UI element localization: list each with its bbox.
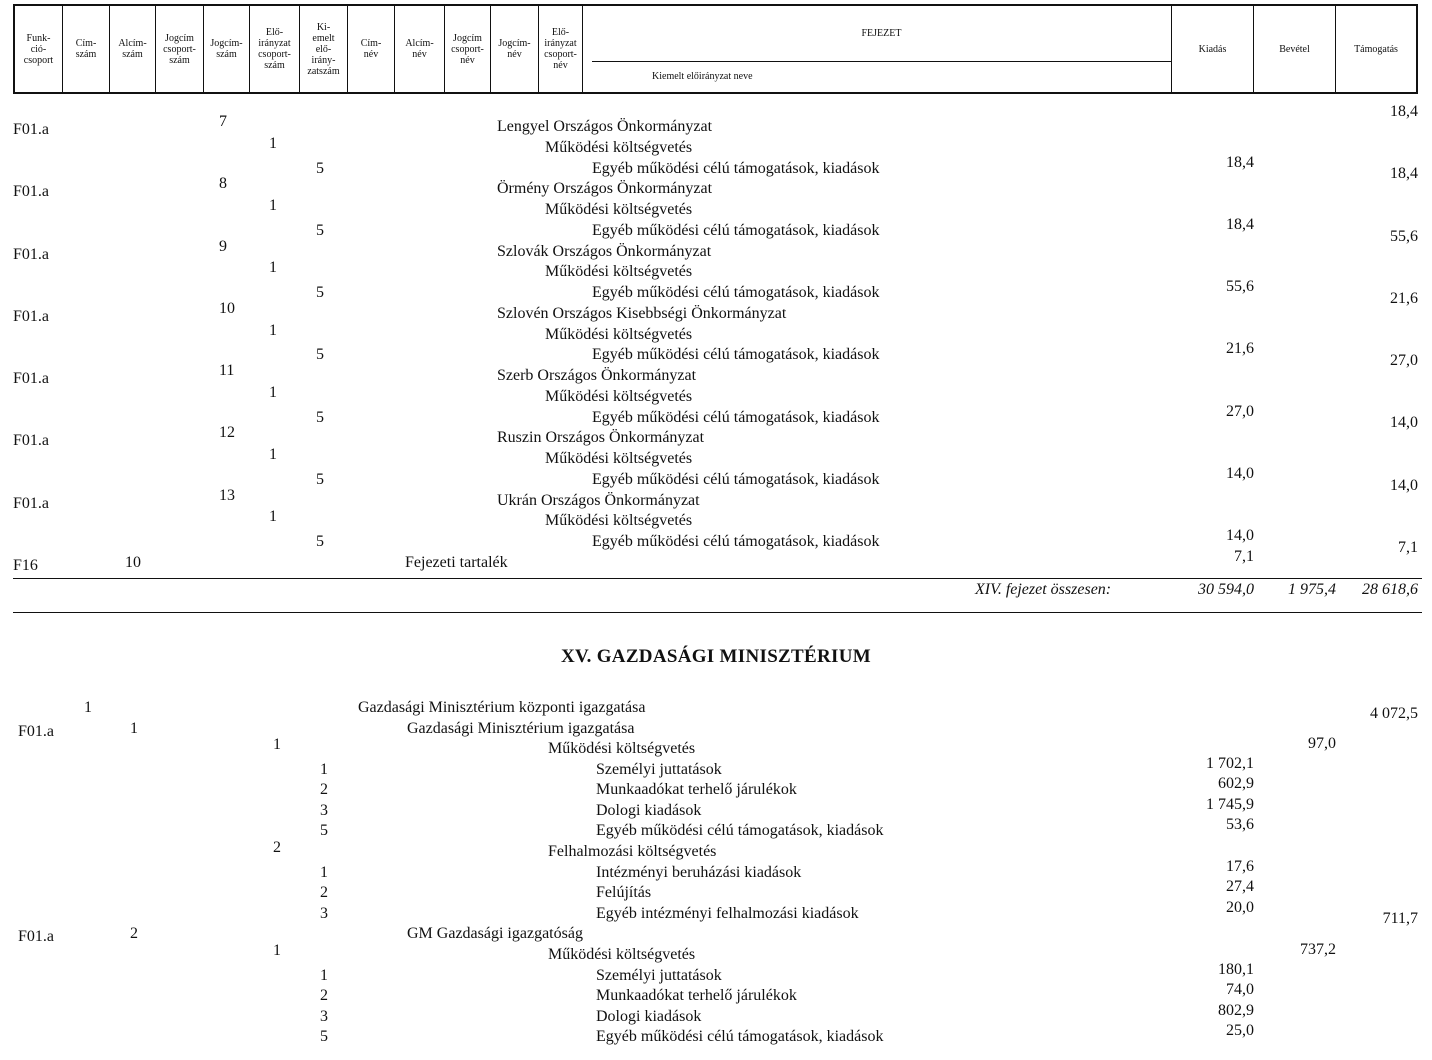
row-name: Szlovák Országos Önkormányzat: [497, 243, 712, 260]
row-funkcio-csoport: F01.a: [18, 928, 54, 945]
row-kiadas: 74,0: [1226, 981, 1254, 998]
row-kiadas: 1 745,9: [1206, 796, 1254, 813]
row-eloiranyzat-csoport-szam: 1: [273, 942, 281, 959]
row-name: Működési költségvetés: [545, 512, 693, 529]
header-tamogatas: Támogatás: [1354, 43, 1398, 55]
header-funkcio-csoport: Funk- ció- csoport: [15, 6, 63, 92]
row-name: Egyéb működési célú támogatások, kiadások: [592, 533, 880, 550]
row-tamogatas: 27,0: [1390, 352, 1418, 369]
row-name: Egyéb működési célú támogatások, kiadások: [592, 222, 880, 239]
row-name: Dologi kiadások: [596, 1008, 702, 1025]
total-rule-bottom: [13, 612, 1422, 613]
header-jogcim-nev: Jogcím- név: [491, 6, 539, 92]
row-kiemelt-eloiranyzat-szam: 5: [316, 409, 324, 426]
row-kiadas: 18,4: [1226, 154, 1254, 171]
row-funkcio-csoport: F01.a: [13, 308, 49, 325]
row-name: Munkaadókat terhelő járulékok: [596, 781, 797, 798]
row-jogcim-szam: 8: [219, 175, 227, 192]
header-alcim-nev: Alcím- név: [395, 6, 445, 92]
row-kiemelt-eloiranyzat-szam: 5: [316, 533, 324, 550]
row-kiadas: 802,9: [1218, 1002, 1254, 1019]
row-name: Egyéb működési célú támogatások, kiadások: [596, 1028, 884, 1045]
row-name: Egyéb működési célú támogatások, kiadások: [596, 822, 884, 839]
header-eloiranyzat-csoport-szam: Elő- irányzat csoport- szám: [250, 6, 300, 92]
row-name: Felhalmozási költségvetés: [548, 843, 717, 860]
row-name: Egyéb intézményi felhalmozási kiadások: [596, 905, 859, 922]
header-bevetel: Bevétel: [1254, 6, 1336, 92]
row-tamogatas: 21,6: [1390, 290, 1418, 307]
row-kiadas: 27,0: [1226, 403, 1254, 420]
row-kiemelt-eloiranyzat-szam: 1: [320, 967, 328, 984]
row-name: Ukrán Országos Önkormányzat: [497, 492, 700, 509]
header-fejezet: FEJEZET: [861, 28, 902, 39]
row-kiemelt-eloiranyzat-szam: 5: [316, 160, 324, 177]
row-eloiranyzat-csoport-szam: 1: [269, 446, 277, 463]
row-funkcio-csoport: F01.a: [13, 495, 49, 512]
row-name: Működési költségvetés: [545, 388, 693, 405]
row-name: Működési költségvetés: [548, 740, 696, 757]
row-kiadas: 14,0: [1226, 465, 1254, 482]
header-jogcim-csoport-szam: Jogcím csoport- szám: [156, 6, 204, 92]
row-jogcim-szam: 12: [219, 424, 235, 441]
row-name: Ruszin Országos Önkormányzat: [497, 429, 705, 446]
row-kiadas: 53,6: [1226, 816, 1254, 833]
grand-total-label: XIV. fejezet összesen:: [975, 581, 1112, 598]
row-name: Egyéb működési célú támogatások, kiadások: [592, 160, 880, 177]
row-tamogatas: 18,4: [1390, 165, 1418, 182]
row-kiemelt-eloiranyzat-szam: 1: [320, 864, 328, 881]
row-funkcio-csoport: F01.a: [13, 370, 49, 387]
row-eloiranyzat-csoport-szam: 1: [269, 508, 277, 525]
row-name: Személyi juttatások: [596, 761, 722, 778]
row-kiemelt-eloiranyzat-szam: 1: [320, 761, 328, 778]
row-tamogatas: 7,1: [1398, 539, 1418, 556]
row-kiadas: 55,6: [1226, 278, 1254, 295]
row-kiadas: 602,9: [1218, 775, 1254, 792]
row-kiemelt-eloiranyzat-szam: 5: [316, 284, 324, 301]
row-kiemelt-eloiranyzat-szam: 3: [320, 905, 328, 922]
row-name: Működési költségvetés: [545, 201, 693, 218]
row-tamogatas: 14,0: [1390, 414, 1418, 431]
row-kiadas: 17,6: [1226, 858, 1254, 875]
row-kiadas: 14,0: [1226, 527, 1254, 544]
row-name: Örmény Országos Önkormányzat: [497, 180, 713, 197]
row-jogcim-szam: 13: [219, 487, 235, 504]
row-name: Felújítás: [596, 884, 652, 901]
row-name: Szerb Országos Önkormányzat: [497, 367, 697, 384]
row-name: GM Gazdasági igazgatóság: [407, 925, 583, 942]
header-alcim-szam: Alcím- szám: [110, 6, 156, 92]
grand-total-kiadas: 30 594,0: [1198, 581, 1254, 598]
row-jogcim-szam: 9: [219, 238, 227, 255]
row-funkcio-csoport: F01.a: [13, 121, 49, 138]
row-kiemelt-eloiranyzat-szam: 2: [320, 884, 328, 901]
header-jogcim-csoport-nev: Jogcím csoport- név: [445, 6, 491, 92]
row-kiemelt-eloiranyzat-szam: 5: [316, 346, 324, 363]
row-bevetel: 97,0: [1308, 735, 1336, 752]
row-kiadas: 180,1: [1218, 961, 1254, 978]
row-tamogatas: 4 072,5: [1370, 705, 1418, 722]
row-name: Fejezeti tartalék: [405, 554, 508, 571]
row-name: Működési költségvetés: [545, 326, 693, 343]
grand-total-bevetel: 1 975,4: [1288, 581, 1336, 598]
header-eloiranyzat-csoport-nev: Elő- irányzat csoport- név: [539, 6, 583, 92]
row-funkcio-csoport: F16: [13, 557, 38, 574]
row-cim-szam: 10: [125, 554, 141, 571]
row-kiemelt-eloiranyzat-szam: 3: [320, 1008, 328, 1025]
row-name: Szlovén Országos Kisebbségi Önkormányzat: [497, 305, 787, 322]
row-kiadas: 21,6: [1226, 340, 1254, 357]
row-funkcio-csoport: F01.a: [13, 183, 49, 200]
row-kiemelt-eloiranyzat-szam: 2: [320, 781, 328, 798]
header-kiadas: Kiadás: [1172, 6, 1254, 92]
row-eloiranyzat-csoport-szam: 1: [269, 384, 277, 401]
row-tamogatas: 14,0: [1390, 477, 1418, 494]
row-kiemelt-eloiranyzat-szam: 5: [320, 822, 328, 839]
row-tamogatas: 55,6: [1390, 228, 1418, 245]
row-eloiranyzat-csoport-szam: 2: [273, 839, 281, 856]
section-title: XV. GAZDASÁGI MINISZTÉRIUM: [561, 646, 871, 667]
row-eloiranyzat-csoport-szam: 1: [269, 259, 277, 276]
header-fejezet-divider: [592, 61, 1171, 62]
row-kiemelt-eloiranyzat-szam: 2: [320, 987, 328, 1004]
row-cim-szam: 1: [84, 699, 92, 716]
row-name: Működési költségvetés: [548, 946, 696, 963]
row-name: Egyéb működési célú támogatások, kiadások: [592, 284, 880, 301]
row-name: Működési költségvetés: [545, 263, 693, 280]
row-funkcio-csoport: F01.a: [18, 723, 54, 740]
row-name: Egyéb működési célú támogatások, kiadások: [592, 409, 880, 426]
row-kiemelt-eloiranyzat-szam: 5: [316, 471, 324, 488]
row-eloiranyzat-csoport-szam: 1: [269, 322, 277, 339]
row-tamogatas: 711,7: [1382, 910, 1418, 927]
header-cim-nev: Cím- név: [348, 6, 395, 92]
row-funkcio-csoport: F01.a: [13, 246, 49, 263]
row-kiadas: 25,0: [1226, 1022, 1254, 1039]
header-jogcim-szam: Jogcím- szám: [204, 6, 250, 92]
header-fejezet-cell: [592, 6, 1172, 92]
header-kiemelt-eloiranyzat-neve: Kiemelt előirányzat neve: [652, 71, 753, 82]
row-kiadas: 27,4: [1226, 878, 1254, 895]
row-kiadas: 7,1: [1234, 548, 1254, 565]
row-kiadas: 20,0: [1226, 899, 1254, 916]
table-header: [13, 4, 1418, 94]
row-eloiranyzat-csoport-szam: 1: [273, 736, 281, 753]
row-name: Gazdasági Minisztérium igazgatása: [407, 720, 635, 737]
row-name: Személyi juttatások: [596, 967, 722, 984]
row-name: Munkaadókat terhelő járulékok: [596, 987, 797, 1004]
row-name: Egyéb működési célú támogatások, kiadások: [592, 471, 880, 488]
row-name: Működési költségvetés: [545, 450, 693, 467]
row-kiemelt-eloiranyzat-szam: 3: [320, 802, 328, 819]
row-kiemelt-eloiranyzat-szam: 5: [316, 222, 324, 239]
row-eloiranyzat-csoport-szam: 1: [269, 135, 277, 152]
row-kiadas: 1 702,1: [1206, 755, 1254, 772]
row-jogcim-szam: 11: [219, 362, 235, 379]
total-rule-top: [13, 578, 1422, 579]
row-name: Dologi kiadások: [596, 802, 702, 819]
row-alcim-szam: 1: [130, 720, 138, 737]
row-name: Gazdasági Minisztérium központi igazgatása: [358, 699, 646, 716]
row-bevetel: 737,2: [1300, 941, 1336, 958]
row-jogcim-szam: 10: [219, 300, 235, 317]
row-name: Intézményi beruházási kiadások: [596, 864, 802, 881]
row-tamogatas: 18,4: [1390, 103, 1418, 120]
row-alcim-szam: 2: [130, 925, 138, 942]
row-name: Lengyel Országos Önkormányzat: [497, 118, 713, 135]
grand-total-tamogatas: 28 618,6: [1362, 581, 1418, 598]
row-name: Működési költségvetés: [545, 139, 693, 156]
row-kiadas: 18,4: [1226, 216, 1254, 233]
header-kiemelt-eloiranyzat-szam: Ki- emelt elő- irány- zatszám: [300, 6, 348, 92]
row-kiemelt-eloiranyzat-szam: 5: [320, 1028, 328, 1045]
row-jogcim-szam: 7: [219, 113, 227, 130]
row-funkcio-csoport: F01.a: [13, 432, 49, 449]
row-name: Egyéb működési célú támogatások, kiadások: [592, 346, 880, 363]
row-eloiranyzat-csoport-szam: 1: [269, 197, 277, 214]
header-cim-szam: Cím- szám: [63, 6, 110, 92]
